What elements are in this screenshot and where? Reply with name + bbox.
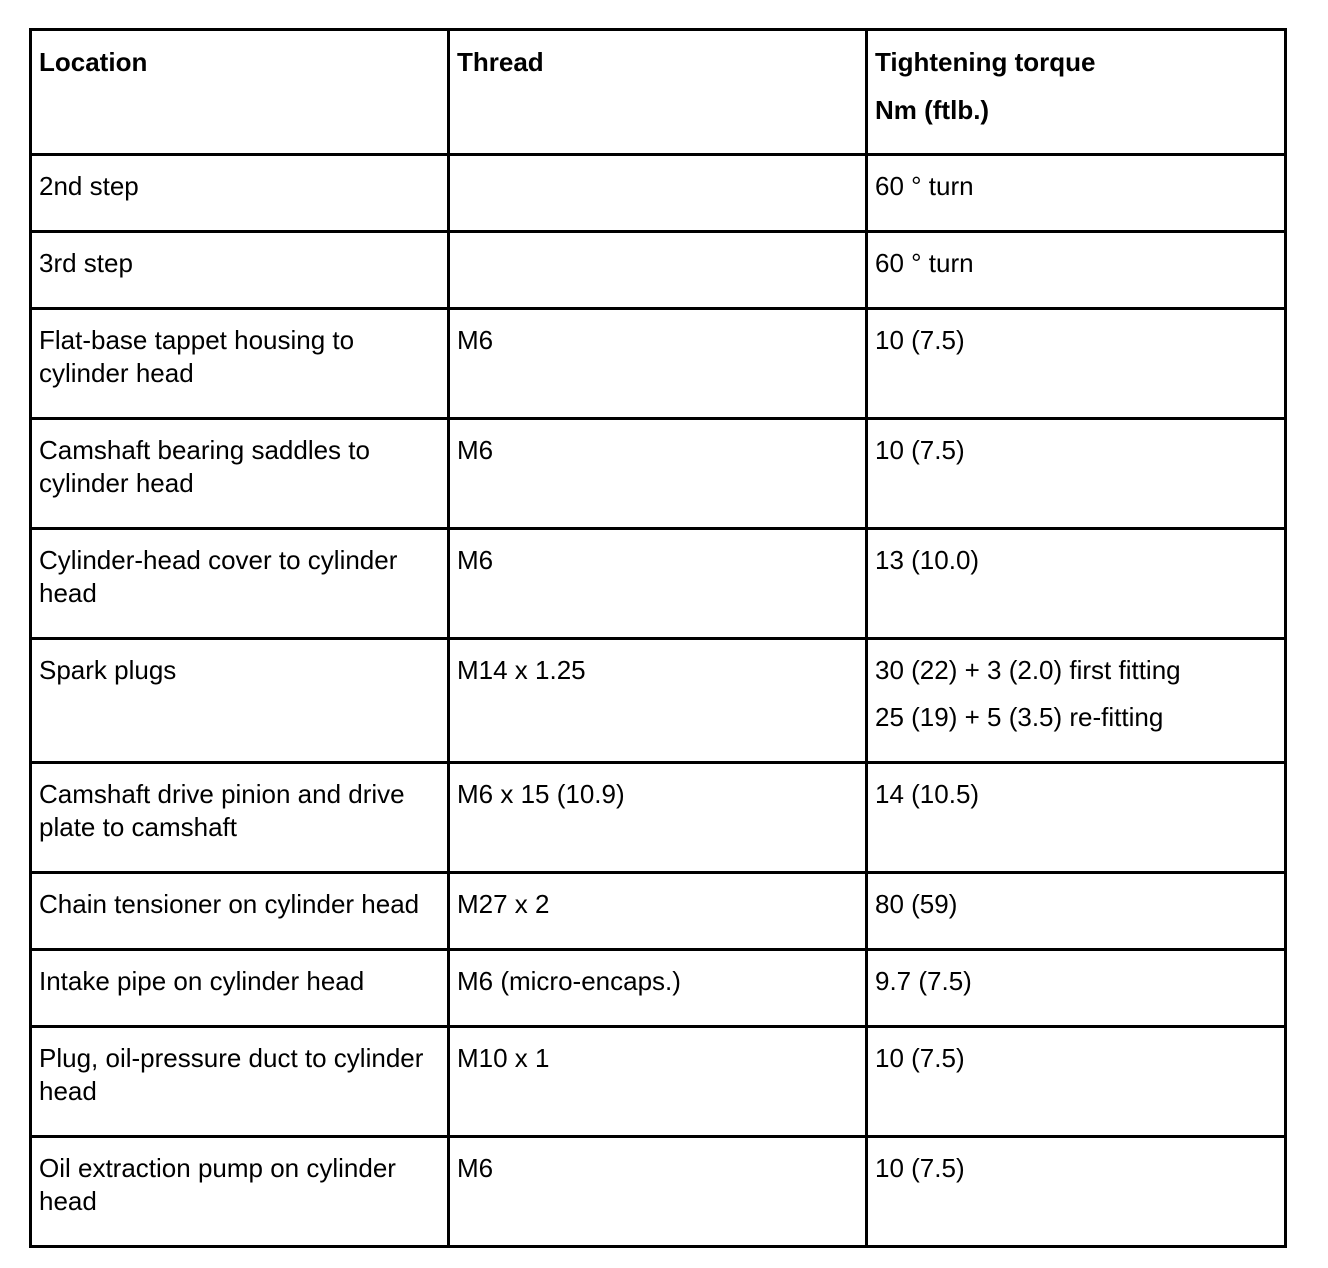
header-torque <box>867 30 1286 155</box>
cell-thread: M10 x 1 <box>449 1027 867 1137</box>
table-row <box>31 950 1286 1027</box>
cell-torque: 10 (7.5) <box>867 1027 1286 1137</box>
cell-torque <box>867 639 1286 763</box>
cell-thread: M6 <box>449 419 867 529</box>
torque-table <box>29 28 1287 1248</box>
cell-location: Cylinder-head cover to cylinder head <box>31 529 449 639</box>
table-header-row <box>31 30 1286 155</box>
cell-thread: M6 <box>449 309 867 419</box>
cell-location: Camshaft bearing saddles to cylinder head <box>31 419 449 529</box>
cell-location: Chain tensioner on cylinder head <box>31 873 449 950</box>
header-location: Location <box>31 30 449 155</box>
table-row <box>31 309 1286 419</box>
cell-location: Camshaft drive pinion and drive plate to camshaft <box>31 763 449 873</box>
cell-thread: M27 x 2 <box>449 873 867 950</box>
cell-torque: 14 (10.5) <box>867 763 1286 873</box>
cell-torque: 13 (10.0) <box>867 529 1286 639</box>
header-torque-line2: Nm (ftlb.) <box>875 95 990 125</box>
cell-location: Flat-base tappet housing to cylinder head <box>31 309 449 419</box>
cell-thread: M6 <box>449 1137 867 1247</box>
cell-torque: 60 ° turn <box>867 232 1286 309</box>
cell-location: Oil extraction pump on cylinder head <box>31 1137 449 1247</box>
table-row <box>31 1137 1286 1247</box>
torque-first-fitting: 30 (22) + 3 (2.0) first fitting <box>875 655 1181 685</box>
cell-location: 3rd step <box>31 232 449 309</box>
table-row <box>31 232 1286 309</box>
header-torque-line1: Tightening torque <box>875 47 1096 77</box>
table-row <box>31 419 1286 529</box>
cell-torque: 10 (7.5) <box>867 419 1286 529</box>
cell-location: Spark plugs <box>31 639 449 763</box>
table-row <box>31 763 1286 873</box>
cell-thread <box>449 232 867 309</box>
cell-location: Plug, oil-pressure duct to cylinder head <box>31 1027 449 1137</box>
table-row <box>31 155 1286 232</box>
cell-torque: 9.7 (7.5) <box>867 950 1286 1027</box>
cell-thread <box>449 155 867 232</box>
cell-torque: 10 (7.5) <box>867 309 1286 419</box>
torque-re-fitting: 25 (19) + 5 (3.5) re-fitting <box>875 702 1164 732</box>
cell-thread: M14 x 1.25 <box>449 639 867 763</box>
table-row <box>31 529 1286 639</box>
table-row <box>31 1027 1286 1137</box>
table-row <box>31 873 1286 950</box>
cell-thread: M6 x 15 (10.9) <box>449 763 867 873</box>
cell-thread: M6 (micro-encaps.) <box>449 950 867 1027</box>
cell-torque: 10 (7.5) <box>867 1137 1286 1247</box>
cell-location: Intake pipe on cylinder head <box>31 950 449 1027</box>
table-row <box>31 639 1286 763</box>
header-thread: Thread <box>449 30 867 155</box>
cell-torque: 60 ° turn <box>867 155 1286 232</box>
cell-thread: M6 <box>449 529 867 639</box>
cell-location: 2nd step <box>31 155 449 232</box>
cell-torque: 80 (59) <box>867 873 1286 950</box>
